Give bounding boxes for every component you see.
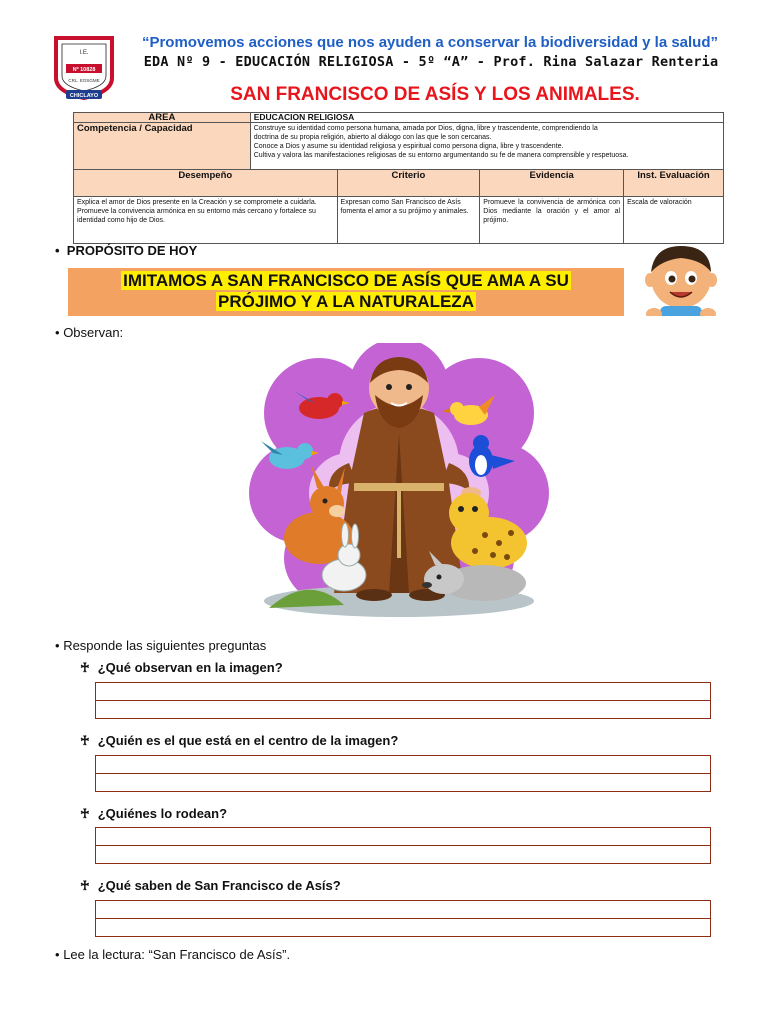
answer-box-3[interactable] [95,827,711,864]
inst-evaluacion-cell: Escala de valoración [624,197,724,244]
question-2-text: ¿Quién es el que está en el centro de la imagen? [97,733,399,748]
col-evidencia: Evidencia [480,170,624,197]
purpose-heading-text: PROPÓSITO DE HOY [66,243,198,258]
crest-bottom-text: CHICLAYO [69,93,99,99]
bullet-icon: • [55,243,60,258]
reading-instruction [55,947,290,962]
competencia-line: Construye su identidad como persona humana, amada por Dios, digna, libre y trascendente, comprendiendo la [253,125,598,132]
competencia-text [250,123,723,170]
info-table [73,112,724,244]
crest-number: Nº 10828 [72,66,96,73]
col-inst-evaluacion: Inst. Evaluación [624,170,724,197]
crest-name: CRL. EOSGME [68,78,100,83]
competencia-line: Cultiva y valora las manifestaciones religiosas de su entorno argumentando su fe de manera comprensible y respetuosa. [253,152,629,159]
desempeno-cell: Explica el amor de Dios presente en la Creación y se compromete a cuidarla. Promueve la convivencia armónica en su entorno más cercano y fortalece su identidad como hijo de Dios. [74,197,338,244]
boy-cartoon-illustration [636,242,726,326]
san-francisco-illustration [249,343,549,618]
crest-top-text: I.E. [79,50,89,56]
criterio-cell: Expresan como San Francisco de Asís fomenta el amor a su prójimo y animales. [337,197,480,244]
question-2 [80,733,398,749]
respond-label [55,638,266,653]
competencia-line: Conoce a Dios y asume su identidad religiosa y espiritual como persona digna, libre y trascendente. [253,143,564,150]
purpose-text [76,270,616,314]
area-value: EDUCACION RELIGIOSA [250,113,723,123]
observe-label-text: Observan: [63,325,124,340]
purpose-line-2: PRÓJIMO Y A LA NATURALEZA [218,292,474,311]
school-crest-logo [52,34,116,100]
bullet-icon: • [55,947,60,962]
cross-icon: ♰ [80,733,90,748]
bullet-icon: • [55,638,60,653]
slogan: “Promovemos acciones que nos ayuden a conservar la biodiversidad y la salud” [141,34,719,51]
answer-box-1[interactable] [95,682,711,719]
answer-box-2[interactable] [95,755,711,792]
cross-icon: ♰ [80,660,90,675]
cross-icon: ♰ [80,878,90,893]
cross-icon: ♰ [80,806,90,821]
competencia-line: doctrina de su propia religión, abierto al diálogo con las que le son cercanas. [253,134,492,141]
respond-label-text: Responde las siguientes preguntas [63,638,267,653]
purpose-heading [55,243,197,258]
area-label: AREA [74,113,251,123]
question-4 [80,878,341,894]
question-3-text: ¿Quiénes lo rodean? [97,806,228,821]
col-desempeno: Desempeño [74,170,338,197]
purpose-line-1: IMITAMOS A SAN FRANCISCO DE ASÍS QUE AMA A SU [123,271,569,290]
competencia-label: Competencia / Capacidad [74,123,251,170]
eda-line: EDA Nº 9 - EDUCACIÓN RELIGIOSA - 5º “A” - Prof. Rina Salazar Renteria [143,54,719,70]
page-title: SAN FRANCISCO DE ASÍS Y LOS ANIMALES. [230,84,640,105]
question-1-text: ¿Qué observan en la imagen? [97,660,283,675]
answer-box-4[interactable] [95,900,711,937]
bullet-icon: • [55,325,60,340]
reading-prefix: Lee la lectura: [63,947,149,962]
question-1 [80,660,283,676]
question-3 [80,806,227,822]
evidencia-cell: Promueve la convivencia de armónica con Dios mediante la oración y el amor al prójimo. [480,197,624,244]
observe-label [55,325,123,340]
col-criterio: Criterio [337,170,480,197]
question-4-text: ¿Qué saben de San Francisco de Asís? [97,878,341,893]
reading-title: “San Francisco de Asís”. [148,947,291,962]
